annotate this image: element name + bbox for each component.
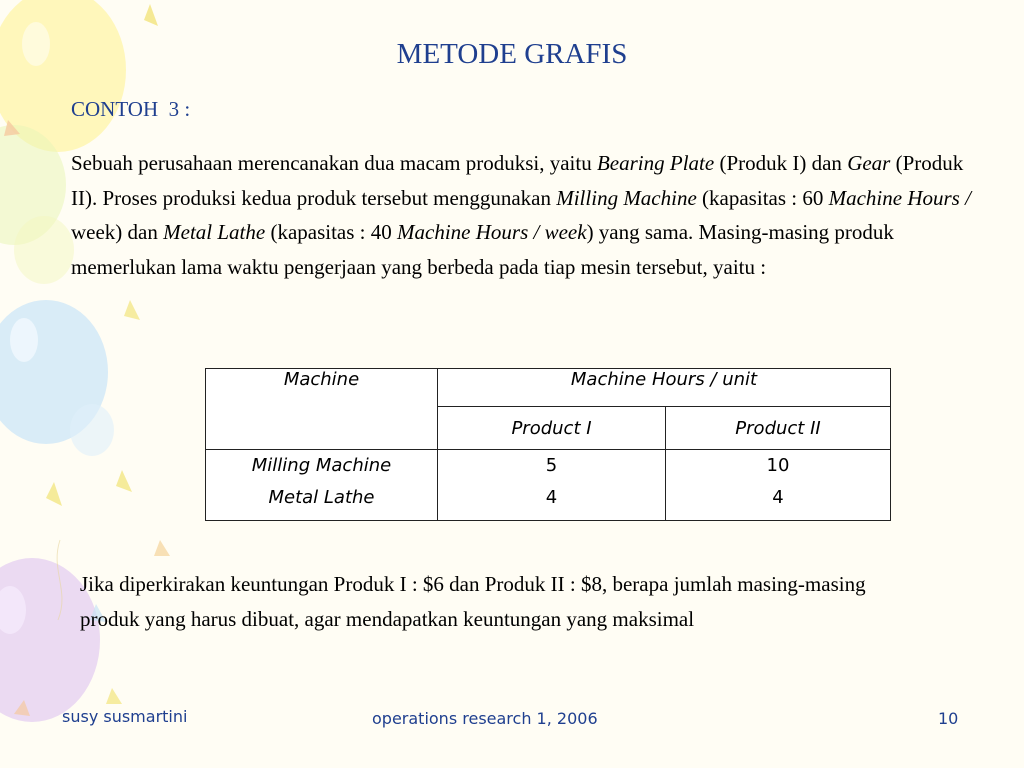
header-product-1: Product I — [438, 407, 666, 450]
machine-name-lathe: Metal Lathe — [268, 487, 375, 508]
question-text: Jika diperkirakan keuntungan Produk I : $6 dan Produk II : $8, berapa jumlah masing-masing produk yang harus dibuat, agar mendapatkan keuntungan yang maksimal — [80, 572, 866, 631]
milling-product-2-hours: 10 — [766, 455, 790, 476]
footer-course: operations research 1, 2006 — [372, 709, 598, 728]
intro-text: (Produk II). Proses produksi kedua produk tersebut menggunakan — [71, 151, 964, 210]
intro-italic-term: Machine Hours / week — [397, 220, 587, 244]
intro-text: (Produk I) dan — [714, 151, 848, 175]
example-heading: CONTOH 3 : — [71, 97, 191, 121]
problem-description — [71, 146, 991, 284]
machine-hours-table — [205, 368, 891, 521]
milling-product-1-hours: 5 — [545, 455, 558, 476]
slide-title: METODE GRAFIS — [396, 38, 628, 70]
product-1-hours-cell — [438, 450, 666, 521]
lathe-product-2-hours: 4 — [772, 487, 784, 508]
machine-name-milling: Milling Machine — [251, 455, 392, 476]
header-machine: Machine — [206, 369, 438, 450]
lathe-product-1-hours: 4 — [545, 487, 558, 508]
footer-author: susy susmartini — [62, 707, 188, 726]
intro-text: ) yang sama. Masing-masing produk memerlukan lama waktu pengerjaan yang berbeda pada tiap mesin tersebut, yaitu : — [71, 220, 894, 279]
intro-text: (kapasitas : 40 — [265, 220, 398, 244]
intro-italic-term: Machine Hours / — [828, 185, 971, 210]
machine-names-cell — [206, 450, 438, 521]
header-machine-hours: Machine Hours / unit — [438, 369, 891, 407]
intro-italic-term: Gear — [847, 151, 891, 175]
intro-italic-term: Milling Machine — [556, 185, 697, 210]
intro-italic-term: Metal Lathe — [163, 220, 266, 244]
intro-text: Sebuah perusahaan merencanakan dua macam produksi, yaitu — [71, 151, 597, 175]
intro-text: (kapasitas : 60 — [696, 185, 829, 210]
header-product-2: Product II — [666, 407, 891, 450]
footer-page-number: 10 — [938, 709, 959, 728]
product-2-hours-cell — [666, 450, 891, 521]
table-row — [206, 450, 891, 521]
intro-italic-term: Bearing Plate — [596, 151, 715, 175]
balloon-blue-left — [0, 300, 114, 456]
intro-text: week) dan — [71, 220, 164, 244]
